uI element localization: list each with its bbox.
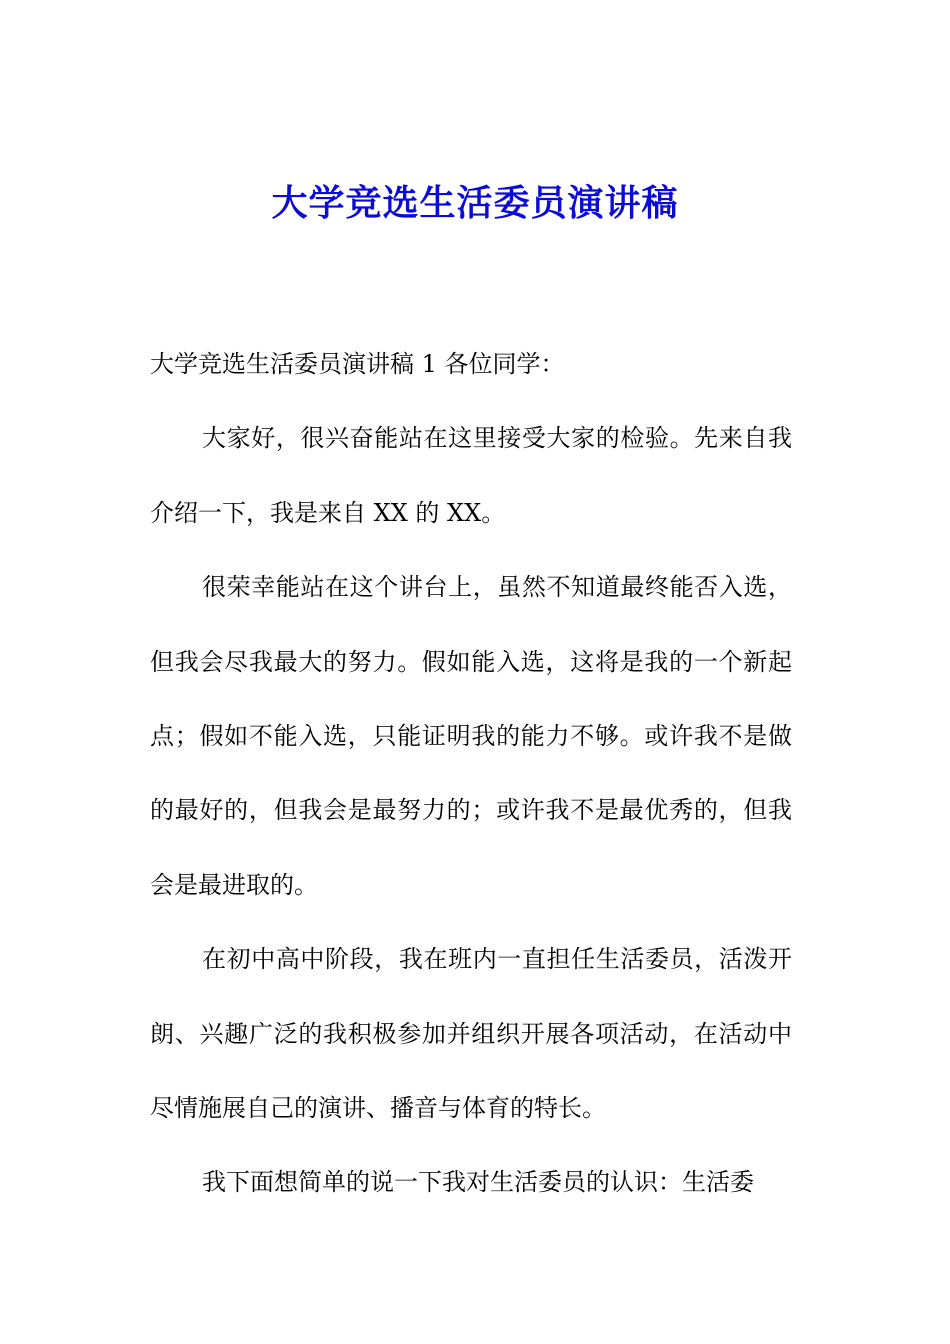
document-title: 大学竞选生活委员演讲稿 — [271, 182, 679, 224]
paragraph-understanding: 我下面想简单的说一下我对生活委员的认识：生活委 — [202, 1168, 754, 1197]
paragraph-honor: 很荣幸能站在这个讲台上，虽然不知道最终能否入选，但我会尽我最大的努力。假如能入选，这将是我的一个新起点；假如不能入选，只能证明我的能力不够。或许我不是做的最好的，但我会是最努力的；或许我不是最优秀的，但我会是最进取的。 — [150, 573, 792, 899]
document-body — [150, 327, 792, 1220]
paragraph-heading: 大学竞选生活委员演讲稿 1 各位同学： — [150, 350, 565, 378]
paragraph-greeting: 大家好，很兴奋能站在这里接受大家的检验。先来自我介绍一下，我是来自 XX 的 XX。 — [150, 424, 792, 527]
paragraph-experience: 在初中高中阶段，我在班内一直担任生活委员，活泼开朗、兴趣广泛的我积极参加并组织开展各项活动，在活动中尽情施展自己的演讲、播音与体育的特长。 — [150, 945, 792, 1123]
